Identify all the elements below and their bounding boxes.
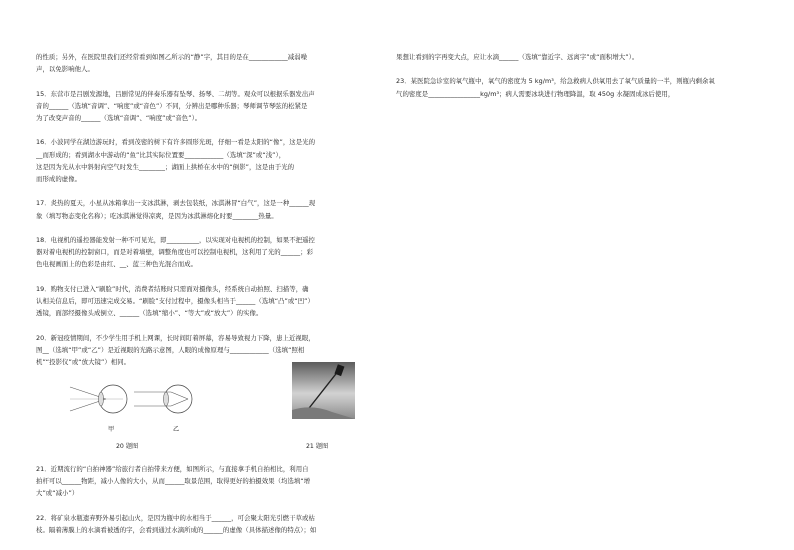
text-line: 的性质；另外，在医院里我们还经常看到如图乙所示的“静”字，其目的是在____________减弱噪 (36, 53, 308, 61)
text-line: 果想让看到的字再变大点，应让水滴______（选填“靠近字、远离字”或“面积增大”）。 (396, 53, 639, 61)
text-line: 17．炎热的夏天，小星从冰箱拿出一支冰淇淋，剥去包装纸，冰淇淋冒“白气”，这是一种______现 (36, 199, 316, 208)
figure-21-caption: 21 题图 (306, 443, 329, 450)
figure-20-caption: 20 题图 (116, 443, 139, 450)
eye-label-a: 甲 (108, 426, 115, 433)
text-line: 18．电视机的遥控器能发射一种不可见光，即__________，以实现对电视机的控制，如果不把遥控 (36, 236, 315, 244)
text-line: 机”“投影仪”或“放大镜”）相同。 (36, 358, 131, 366)
text-line: 拍杆可以______物距，减小人像的大小，从而______取景范围，取得更好的拍摄效果（均选填“增 (36, 477, 311, 486)
text-line: 15．东营市是吕剧发源地，吕剧常见的伴奏乐器有坠琴、扬琴、二胡等。观众可以根据乐器发出声 (36, 89, 315, 98)
text-line: 枝。隔着薄膜上的水滴看被透的字，会看到通过水滴所成的______的虚像（具体描述像的特点）；如 (36, 526, 317, 534)
text-line: 象（填写物态变化名称）；吃冰淇淋觉得凉爽，是因为冰淇淋熔化时要________热量。 (36, 211, 278, 220)
text-line: 20．新冠疫情期间，不少学生用手机上网课，长时间盯着屏幕，容易导致视力下降，患上近视眼， (36, 333, 315, 342)
eye-label-b: 乙 (173, 426, 180, 433)
text-line: 气的密度是________________kg/m³；病人需要冰块进行物理降温，取 450g 水凝固成冰后使用， (396, 89, 675, 98)
text-line: 16．小波同学在湖边游玩时，看到茂密的树下有许多圆形光斑，仔细一看是太阳的“像”，这是光的 (36, 138, 316, 147)
text-line: 色电视画面上的色彩是由红、__、蓝三种色光混合而成。 (36, 260, 198, 269)
text-line: 这是因为光从水中斜射向空气时发生________；湖面上拱桥在水中的“倒影”，这是由于光的 (36, 162, 295, 171)
text-line: 声，以免影响他人。 (36, 65, 94, 74)
text-line: 器对着电视机的控制窗口，而是对着墙壁，调整角度也可以控制电视机，这利用了光的______；彩 (36, 248, 314, 257)
text-line: 23．某医院急诊室的氧气瓶中，氧气的密度为 5 kg/m³，给急救病人供氧用去了氧气质量的一半，则瓶内剩余氧 (396, 77, 715, 86)
text-line: 透镜，面部经摄像头成倒立、______（选填“缩小”、“等大”或“放大”）的实像。 (36, 309, 263, 318)
text-line: 大”或“减小”） (36, 489, 79, 498)
eye-diagram-a (70, 385, 127, 413)
text-line: 21．近期流行的“自拍神器”给旅行者自拍带来方便，如图所示，与直接拿手机自拍相比，利用自 (36, 465, 309, 473)
text-line: 而形成的虚像。 (36, 175, 82, 183)
text-line: 19．购物支付已进入“刷脸”时代，消费者结账时只需面对摄像头，经系统自动拍照、扫描等，确 (36, 284, 309, 293)
text-line: 图__（选填“甲”或“乙”）是近视眼的光路示意图，人眼的成像原理与____________（选填“照相 (36, 345, 305, 354)
text-line: 音的______（选填“音调”、“响度”或“音色”）不同，分辨出是哪种乐器；琴师调节琴弦的松紧是 (36, 101, 308, 110)
eye-diagrams-figure (68, 375, 198, 425)
text-line: __而形成的；看到湖水中游动的“鱼”比其实际位置要____________（选填“深”或“浅”）， (36, 150, 286, 159)
eye-diagram-b (134, 385, 192, 413)
text-line: 22．将矿泉水瓶遗弃野外易引起山火，是因为瓶中的水相当于______，可会聚太阳光引燃干草或枯 (36, 513, 315, 522)
selfie-stick-photo (292, 362, 355, 419)
text-line: 为了改变声音的______（选填“音调”、“响度”或“音色”）。 (36, 114, 202, 122)
text-line: 认相关信息后，即可迅速完成交易。“刷脸”支付过程中，摄像头相当于______（选填“凸”或“凹”） (36, 297, 314, 305)
